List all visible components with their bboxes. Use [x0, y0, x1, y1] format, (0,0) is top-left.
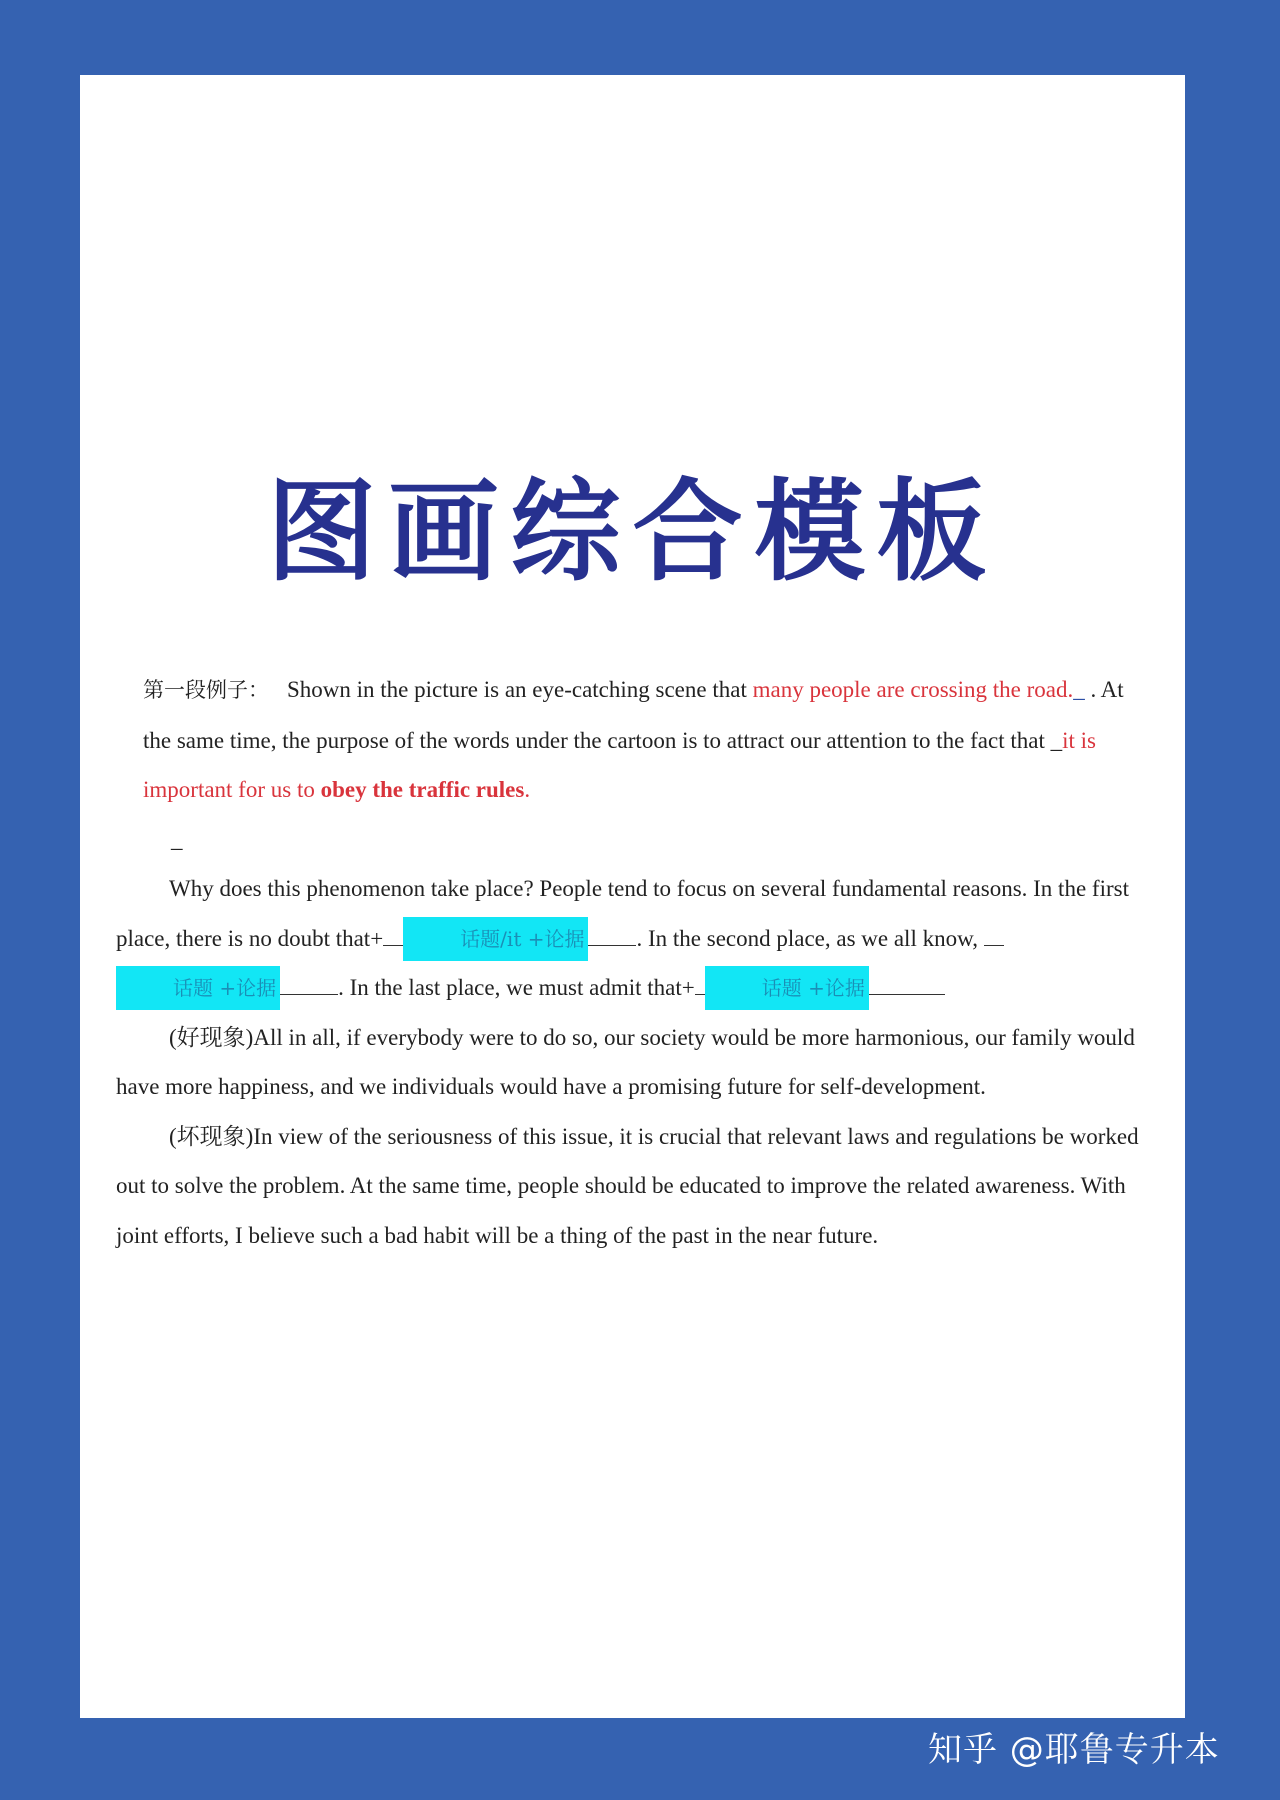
paragraph-1-period: . — [524, 777, 531, 802]
paragraph-2-text-a: Why does this phenomenon take place? People tend to focus on several fundamental reasons. In the first place, there is no doubt that+ — [116, 876, 1129, 951]
paragraph-1 — [116, 665, 1156, 815]
paragraph-1-text-b: . At the same time, the purpose of the words under the cartoon is to attract our attention to the fact that — [143, 677, 1124, 753]
blank-line — [588, 945, 636, 946]
highlight-3: 话题 +论据 — [705, 966, 869, 1010]
paragraph-2-text-b: . In the second place, as we all know, — [636, 925, 984, 951]
paragraph-2-text-c: . In the last place, we must admit that+ — [338, 975, 695, 1000]
paragraph-1-red-a: many people are crossing the road. — [752, 677, 1074, 702]
essay-body — [116, 665, 1156, 1260]
paragraph-1-blank-a: _ — [1073, 677, 1085, 702]
highlight-1: 话题/it +论据 — [403, 917, 588, 961]
paragraph-3-text: All in all, if everybody were to do so, our society would be more harmonious, our family would have more happiness, and we individuals would have a promising future for self-development. — [116, 1024, 1135, 1099]
paragraph-4 — [116, 1112, 1156, 1261]
blank-line — [869, 994, 945, 995]
blank-line — [280, 994, 338, 995]
blank-line — [695, 994, 705, 995]
paragraph-1-blank-b: _ — [1050, 727, 1063, 753]
paragraph-1-red-b: it is important for us to — [143, 727, 1096, 802]
paragraph-3 — [116, 1013, 1156, 1112]
paragraph-2 — [116, 864, 1156, 1013]
paragraph-4-prefix: (坏现象) — [169, 1123, 254, 1149]
document-page — [80, 75, 1185, 1718]
paragraph-1-label: 第一段例子： — [143, 678, 269, 702]
blank-line — [984, 945, 1004, 946]
blank-line — [383, 945, 403, 946]
highlight-2: 话题 +论据 — [116, 966, 280, 1010]
stray-dash: _ — [171, 826, 183, 852]
watermark: 知乎 @耶鲁专升本 — [928, 1730, 1220, 1770]
paragraph-4-text: In view of the seriousness of this issue, it is crucial that relevant laws and regulations be worked out to solve the problem. At the same time, people should be educated to improve the related awareness. With joint efforts, I believe such a bad habit will be a thing of the past in the near future. — [116, 1123, 1139, 1248]
paragraph-3-prefix: (好现象) — [169, 1024, 254, 1050]
paragraph-1-red-bold: obey the traffic rules — [320, 777, 525, 802]
paragraph-1-text-a: Shown in the picture is an eye-catching scene that — [287, 677, 753, 702]
page-title: 图画综合模板 — [266, 468, 999, 596]
